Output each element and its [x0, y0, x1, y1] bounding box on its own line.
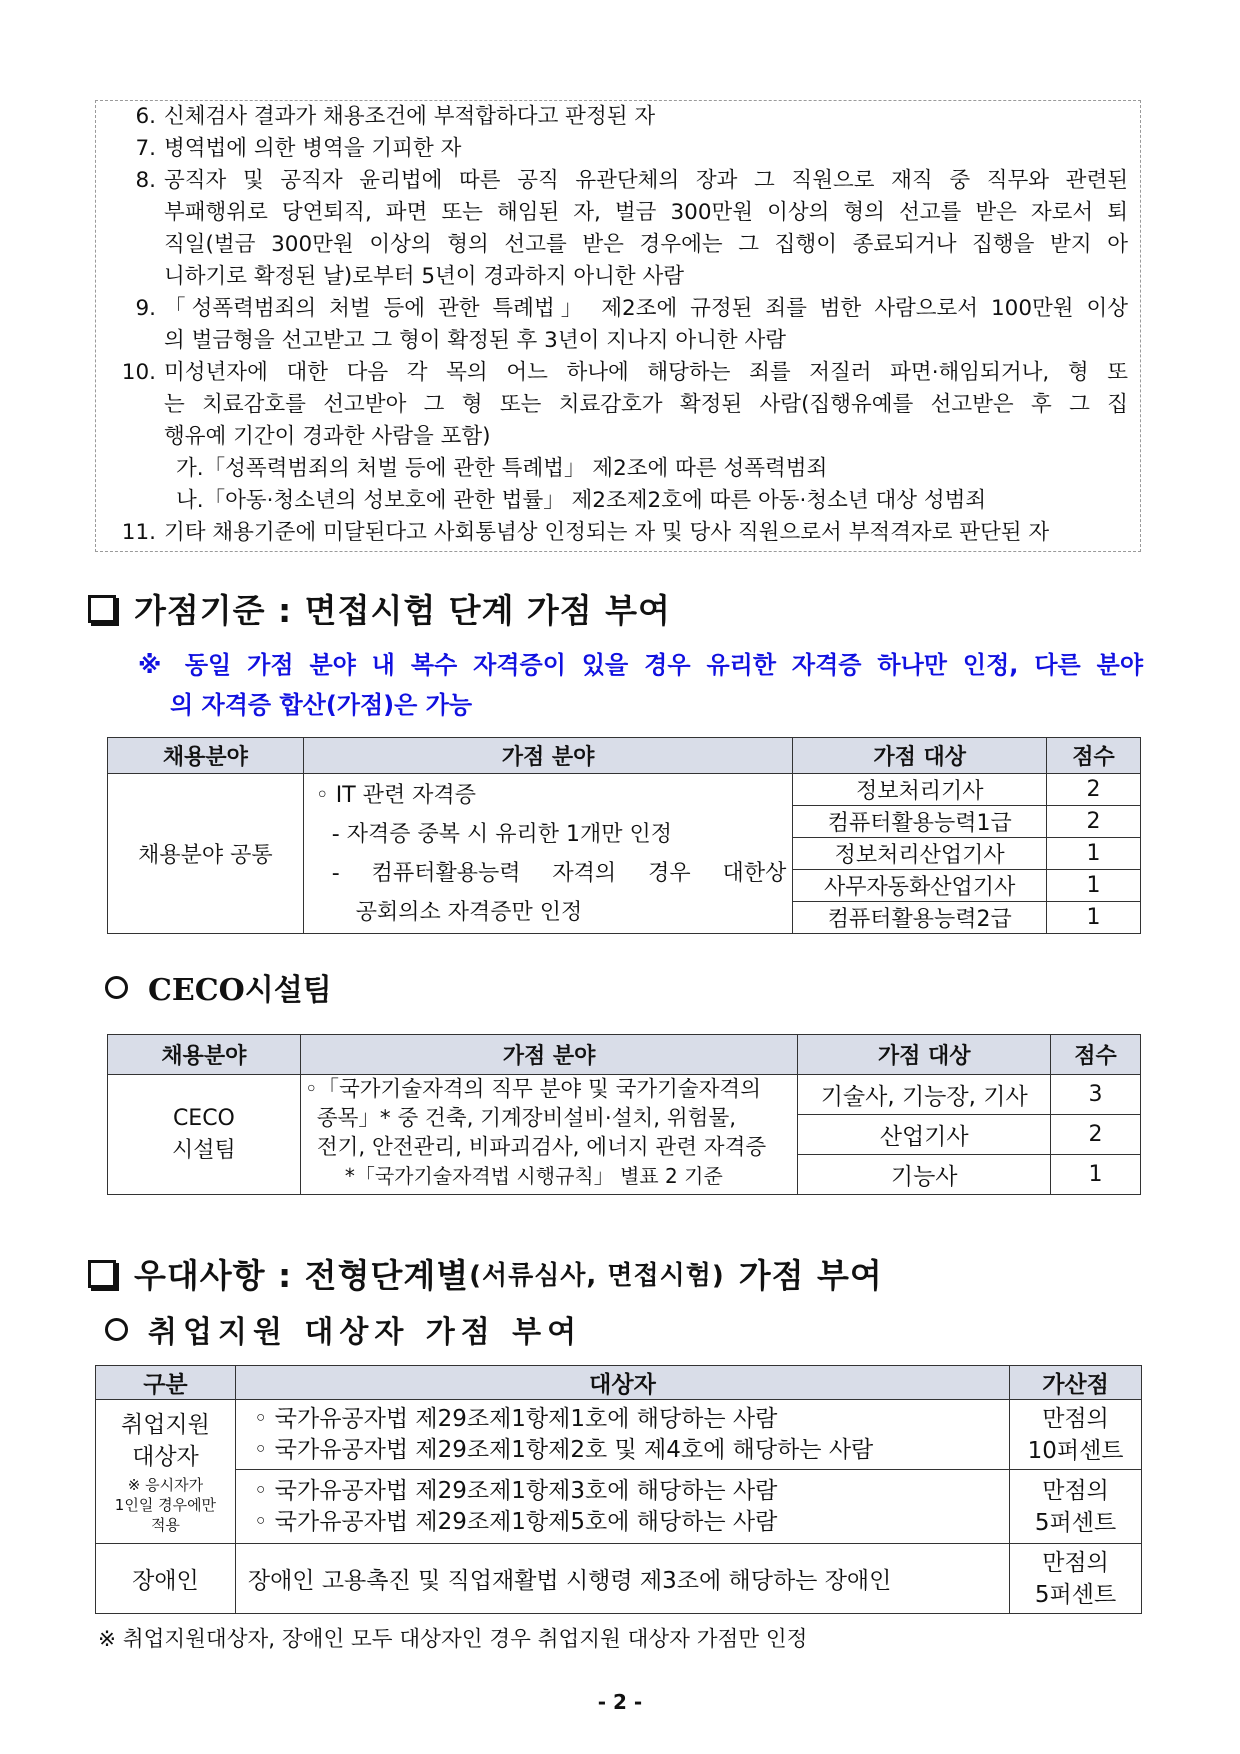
list-item: 6. 신체검사 결과가 채용조건에 부적합하다고 판정된 자 — [135, 104, 656, 129]
checkbox-square-icon — [88, 1260, 116, 1288]
table-header: 점수 — [1047, 738, 1141, 774]
list-item: 9. 「성폭력범죄의 처벌 등에 관한 특례법」 제2조에 규정된 죄를 범한 사람으로서 100만원 이상 의 벌금형을 선고받고 그 형이 확정된 후 3년이 지나지 아니한 사람 — [135, 296, 1128, 353]
preference-footnote: ※ 취업지원대상자, 장애인 모두 대상자인 경우 취업지원 대상자 가점만 인정 — [98, 1627, 808, 1652]
table-cell-field: 채용분야 공통 — [108, 774, 304, 934]
disqualification-box — [95, 100, 1141, 552]
table-cell-desc: ◦「국가기술자격의 직무 분야 및 국가기술자격의 종목」* 중 건축, 기계장비설비·설치, 위험물, 전기, 안전관리, 비파괴검사, 에너지 관련 자격증 *「국가기술자격법 시행규칙」 별표 2 기준 — [300, 1075, 798, 1195]
table-cell-score: 2 — [1047, 774, 1141, 806]
list-item: 11. 기타 채용기준에 미달된다고 사회통념상 인정되는 자 및 당사 직원으로서 부적격자로 판단된 자 — [121, 520, 1050, 545]
table-cell-category: 장애인 — [96, 1544, 236, 1614]
table-cell-score: 1 — [1047, 838, 1141, 870]
table-cell-target: 정보처리산업기사 — [793, 838, 1047, 870]
table-cell-score: 2 — [1047, 806, 1141, 838]
table-cell-target: 컴퓨터활용능력1급 — [793, 806, 1047, 838]
table-cell-score: 1 — [1047, 870, 1141, 902]
table-cell-desc: ◦ IT 관련 자격증 - 자격증 중복 시 유리한 1개만 인정 - 컴퓨터활용능력 자격의 경우 대한상 공회의소 자격증만 인정 — [303, 774, 793, 934]
table-cell-score: 2 — [1051, 1115, 1141, 1155]
table-cell-target: 기능사 — [798, 1155, 1051, 1195]
table-header: 점수 — [1051, 1035, 1141, 1075]
list-item: 7. 병역법에 의한 병역을 기피한 자 — [135, 136, 462, 161]
table-cell-score: 3 — [1051, 1075, 1141, 1115]
sub-list-item: 가.「성폭력범죄의 처벌 등에 관한 특례법」 제2조에 따른 성폭력범죄 — [176, 456, 828, 481]
sub-heading-employment-support: 취업지원 대상자 가점 부여 — [105, 1307, 582, 1351]
table-cell-target: 정보처리기사 — [793, 774, 1047, 806]
list-item: 10. 미성년자에 대한 다음 각 목의 어느 하나에 해당하는 죄를 저질러 파면·해임되거나, 형 또 는 치료감호를 선고받아 그 형 또는 치료감호가 확정된 사람(집행유예를 선고받은 후 그 집 행유예 기간이 경과한 사람을 포함) — [121, 360, 1128, 449]
circle-bullet-icon — [105, 1318, 128, 1341]
table-cell-target: 기술사, 기능장, 기사 — [798, 1075, 1051, 1115]
table-header: 가산점 — [1010, 1366, 1142, 1400]
sub-list-item: 나.「아동·청소년의 성보호에 관한 법률」 제2조제2호에 따른 아동·청소년 대상 성범죄 — [176, 488, 987, 513]
checkbox-square-icon — [88, 595, 116, 623]
table-cell-target: 컴퓨터활용능력2급 — [793, 902, 1047, 934]
table-cell-points: 만점의 5퍼센트 — [1010, 1470, 1142, 1544]
preference-table — [95, 1365, 1142, 1614]
table-cell-field: CECO 시설팀 — [108, 1075, 301, 1195]
table-header: 가점 분야 — [300, 1035, 798, 1075]
table-header: 가점 분야 — [303, 738, 793, 774]
table-cell-targets: 장애인 고용촉진 및 직업재활법 시행령 제3조에 해당하는 장애인 — [235, 1544, 1009, 1614]
circle-bullet-icon — [105, 976, 128, 999]
table-cell-targets: ◦ 국가유공자법 제29조제1항제3호에 해당하는 사람 ◦ 국가유공자법 제29조제1항제5호에 해당하는 사람 — [235, 1470, 1009, 1544]
table-header: 대상자 — [235, 1366, 1009, 1400]
sub-heading-ceco: CECO시설팀 — [105, 965, 332, 1009]
table-cell-points: 만점의 10퍼센트 — [1010, 1400, 1142, 1470]
table-header: 가점 대상 — [798, 1035, 1051, 1075]
table-cell-targets: ◦ 국가유공자법 제29조제1항제1호에 해당하는 사람 ◦ 국가유공자법 제29조제1항제2호 및 제4호에 해당하는 사람 — [235, 1400, 1009, 1470]
list-item: 8. 공직자 및 공직자 윤리법에 따른 공직 유관단체의 장과 그 직원으로 재직 중 직무와 관련된 부패행위로 당연퇴직, 파면 또는 해임된 자, 벌금 300만원 이상의 형의 선고를 받은 자로서 퇴 직일(벌금 300만원 이상의 형의 선고를 받은 경우에는 그 집행이 종료되거나 집행을 받지 아 니하기로 확정된 날)로부터 5년이 경과하지 아니한 사람 — [135, 168, 1128, 289]
table-cell-target: 사무자동화산업기사 — [793, 870, 1047, 902]
table-header: 채용분야 — [108, 738, 304, 774]
section-heading-preference: 우대사항 : 전형단계별 (서류심사, 면접시험) 가점 부여 — [88, 1250, 883, 1297]
section-heading-bonus: 가점기준 : 면접시험 단계 가점 부여 — [88, 585, 671, 632]
bonus-table-common — [107, 737, 1141, 934]
table-cell-points: 만점의 5퍼센트 — [1010, 1544, 1142, 1614]
table-cell-score: 1 — [1047, 902, 1141, 934]
table-header: 구분 — [96, 1366, 236, 1400]
table-cell-category: 취업지원 대상자 ※ 응시자가 1인일 경우에만 적용 — [96, 1400, 236, 1544]
bonus-table-ceco — [107, 1034, 1141, 1195]
table-header: 채용분야 — [108, 1035, 301, 1075]
table-header: 가점 대상 — [793, 738, 1047, 774]
page-number: - 2 - — [597, 1690, 643, 1714]
bonus-note: ※ 동일 가점 분야 내 복수 자격증이 있을 경우 유리한 자격증 하나만 인정, 다른 분야 의 자격증 합산(가점)은 가능 — [138, 651, 1143, 719]
table-cell-target: 산업기사 — [798, 1115, 1051, 1155]
table-cell-score: 1 — [1051, 1155, 1141, 1195]
